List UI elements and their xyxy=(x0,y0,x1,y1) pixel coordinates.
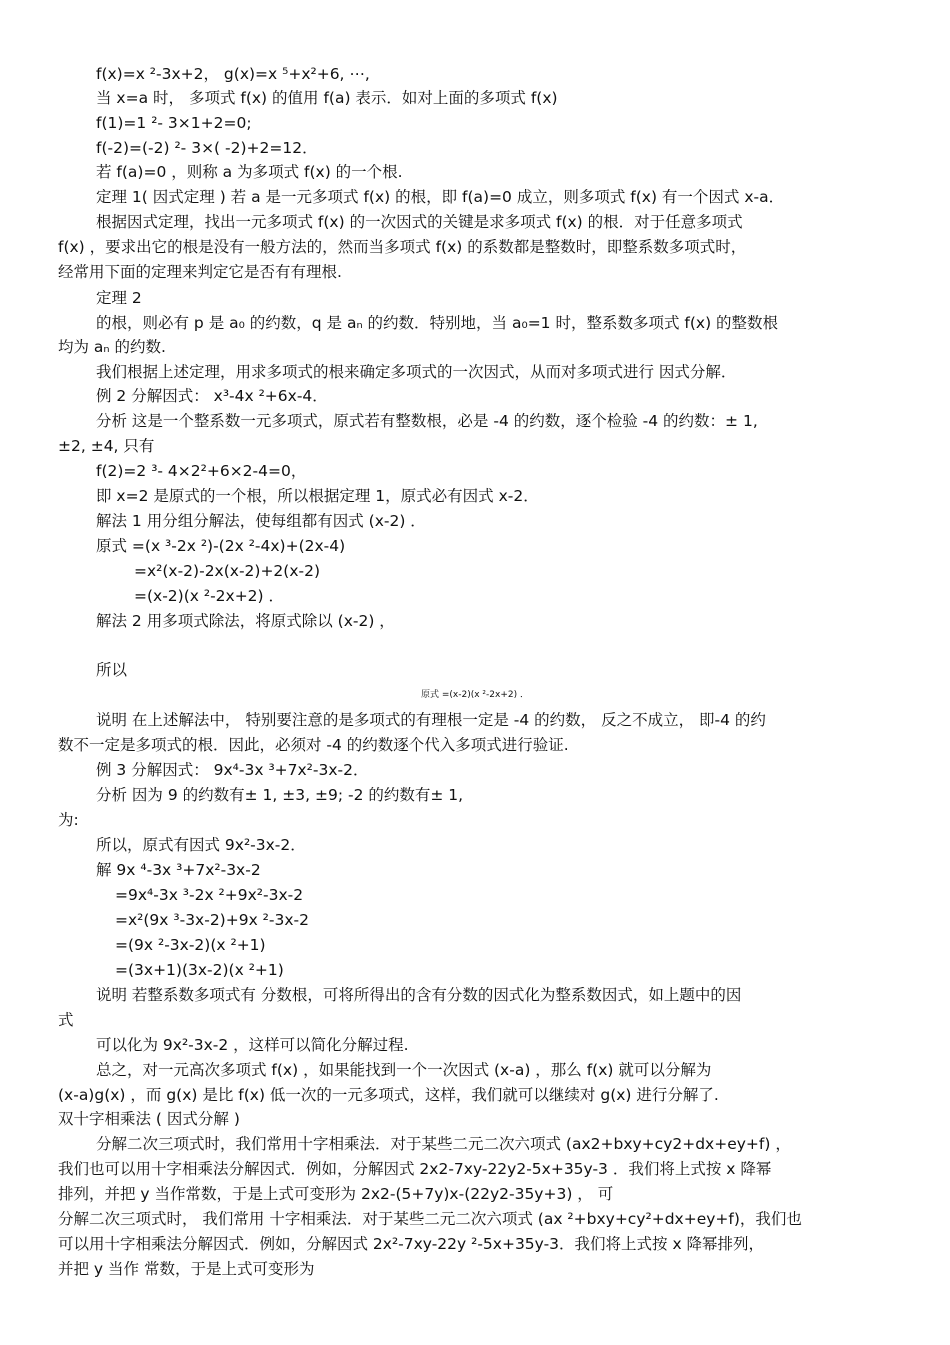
text-line: 说明 若整系数多项式有 分数根，可将所得出的含有分数的因式化为整系数因式，如上题中的因 xyxy=(96,986,742,1004)
text-line: 分解二次三项式时，我们常用十字相乘法．对于某些二元二次六项式 (ax2+bxy+cy2+dx+ey+f) ， xyxy=(96,1135,791,1153)
text-line: f(1)=1 ²- 3×1+2=0; xyxy=(96,114,252,132)
text-line: 数不一定是多项式的根．因此，必须对 -4 的约数逐个代入多项式进行验证. xyxy=(58,736,569,754)
text-line: =(x-2)(x ²-2x+2) ． xyxy=(134,587,285,605)
text-line: 可以化为 9x²-3x-2 ，这样可以简化分解过程. xyxy=(96,1036,409,1054)
text-line: 解法 2 用多项式除法，将原式除以 (x-2) ， xyxy=(96,612,395,630)
text-line: 原式 =(x ³-2x ²)-(2x ²-4x)+(2x-4) xyxy=(96,537,346,555)
text-line: 所以 xyxy=(96,661,128,679)
text-line: 并把 y 当作 常数，于是上式可变形为 xyxy=(58,1260,315,1278)
text-line: 所以，原式有因式 9x²-3x-2． xyxy=(96,836,306,854)
text-line: 我们也可以用十字相乘法分解因式．例如，分解因式 2x2-7xy-22y2-5x+35y-3 ．我们将上式按 x 降幂 xyxy=(58,1160,772,1178)
text-line: 原式 =(x-2)(x ²-2x+2) ． xyxy=(421,690,529,700)
text-line: 分析 这是一个整系数一元多项式，原式若有整数根，必是 -4 的约数，逐个检验 -4 的约数：± 1, xyxy=(96,412,758,430)
text-line: 例 3 分解因式： 9x⁴-3x ³+7x²-3x-2． xyxy=(96,761,369,779)
text-line: f(-2)=(-2) ²- 3×( -2)+2=12． xyxy=(96,139,318,157)
text-line: 分析 因为 9 的约数有± 1, ±3, ±9; -2 的约数有± 1, xyxy=(96,786,464,804)
text-line: 即 x=2 是原式的一个根，所以根据定理 1，原式必有因式 x-2． xyxy=(96,487,539,505)
text-line: =(3x+1)(3x-2)(x ²+1) xyxy=(115,961,284,979)
text-line: =x²(x-2)-2x(x-2)+2(x-2) xyxy=(134,562,321,580)
text-line: f(x)=x ²-3x+2， g(x)=x ⁵+x²+6, ⋯, xyxy=(96,65,370,83)
text-line: 分解二次三项式时， 我们常用 十字相乘法．对于某些二元二次六项式 (ax ²+bxy+cy²+dx+ey+f)，我们也 xyxy=(58,1210,802,1228)
text-line: ±2, ±4, 只有 xyxy=(58,437,155,455)
text-line: 例 2 分解因式： x³-4x ²+6x-4． xyxy=(96,387,328,405)
text-line: 排列，并把 y 当作常数，于是上式可变形为 2x2-(5+7y)x-(22y2-35y+3) ， 可 xyxy=(58,1185,614,1203)
text-line: 说明 在上述解法中， 特别要注意的是多项式的有理根一定是 -4 的约数， 反之不成立， 即-4 的约 xyxy=(96,711,766,729)
text-line: 定理 2 xyxy=(96,289,142,307)
text-line: 式 xyxy=(58,1011,74,1029)
text-line: =x²(9x ³-3x-2)+9x ²-3x-2 xyxy=(115,911,309,929)
text-line: 当 x=a 时， 多项式 f(x) 的值用 f(a) 表示．如对上面的多项式 f(x) xyxy=(96,89,558,107)
text-line: 根据因式定理，找出一元多项式 f(x) 的一次因式的关键是求多项式 f(x) 的根．对于任意多项式 xyxy=(96,213,743,231)
text-line: 定理 1( 因式定理 ) 若 a 是一元多项式 f(x) 的根，即 f(a)=0 成立，则多项式 f(x) 有一个因式 x-a． xyxy=(96,188,785,206)
text-line: 经常用下面的定理来判定它是否有有理根. xyxy=(58,263,342,281)
text-line: =(9x ²-3x-2)(x ²+1) xyxy=(115,936,266,954)
text-line: 我们根据上述定理，用求多项式的根来确定多项式的一次因式，从而对多项式进行 因式分解． xyxy=(96,363,737,381)
text-line: 均为 aₙ 的约数. xyxy=(58,338,166,356)
text-line: f(x) ，要求出它的根是没有一般方法的，然而当多项式 f(x) 的系数都是整数时，即整系数多项式时， xyxy=(58,238,747,256)
text-line: 的根，则必有 p 是 a₀ 的约数，q 是 aₙ 的约数．特别地，当 a₀=1 时，整系数多项式 f(x) 的整数根 xyxy=(96,314,779,332)
text-line: 总之，对一元高次多项式 f(x) ，如果能找到一个一次因式 (x-a) ，那么 f(x) 就可以分解为 xyxy=(96,1061,712,1079)
text-line: =9x⁴-3x ³-2x ²+9x²-3x-2 xyxy=(115,886,304,904)
text-line: 解法 1 用分组分解法，使每组都有因式 (x-2) ． xyxy=(96,512,426,530)
text-line: 双十字相乘法 ( 因式分解 ) xyxy=(58,1110,240,1128)
text-line: 若 f(a)=0 ，则称 a 为多项式 f(x) 的一个根. xyxy=(96,163,403,181)
text-line: 为: xyxy=(58,811,79,829)
text-line: 解 9x ⁴-3x ³+7x²-3x-2 xyxy=(96,861,261,879)
text-line: 可以用十字相乘法分解因式．例如，分解因式 2x²-7xy-22y ²-5x+35y-3．我们将上式按 x 降幂排列， xyxy=(58,1235,765,1253)
text-line: f(2)=2 ³- 4×2²+6×2-4=0， xyxy=(96,462,307,480)
text-line: (x-a)g(x) ，而 g(x) 是比 f(x) 低一次的一元多项式，这样，我们就可以继续对 g(x) 进行分解了. xyxy=(58,1086,719,1104)
